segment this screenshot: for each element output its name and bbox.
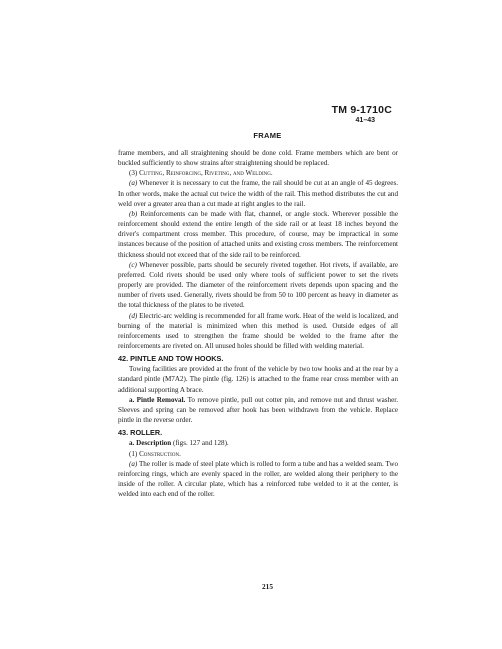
- subsection-number: (1): [129, 449, 138, 458]
- paragraph-label: (c): [129, 260, 137, 269]
- paragraph-text: To remove pintle, pull out cotter pin, and remove nut and thrust washer. Sleeves and spring can be removed after hook has been withdrawn from the vehicle. Replace pintle in the reverse order.: [118, 395, 398, 425]
- paragraph-text: Whenever it is necessary to cut the frame, the rail should be cut at an angle of 45 degrees. In other words, make the actual cut twice the width of the rail. This method distributes the cut and weld over a greater area than a cut made at right angles to the rail.: [118, 179, 398, 208]
- paragraph-range: 41–43: [355, 117, 375, 124]
- subsection-heading: [118, 449, 398, 459]
- paragraph-text: Whenever possible, parts should be securely riveted together. Hot rivets, if available, are preferred. Cold rivets should be used only where tools of sufficient power to set the rivets properly are provided. The diameter of the reinforcement rivets depends upon spacing and the number of rivets used. Generally, rivets should be from 50 to 100 percent as heavy in diameter as the total thickness of the plates to be riveted.: [118, 260, 398, 310]
- paragraph: Towing facilities are provided at the front of the vehicle by two tow hooks and at the rear by a standard pintle (M7A2). The pintle (fig. 126) is attached to the frame rear cross member with an additional supporting A brace.: [118, 365, 398, 394]
- paragraph-label: (b): [129, 209, 138, 218]
- paragraph-label: (a): [129, 179, 138, 188]
- subsection-heading: [118, 168, 398, 178]
- paragraph: [118, 260, 398, 311]
- paragraph-label: (a): [129, 459, 138, 468]
- paragraph: [118, 209, 398, 260]
- paragraph-label: (d): [129, 311, 138, 320]
- paragraph-label: a. Description: [129, 439, 172, 448]
- paragraph: [118, 311, 398, 352]
- paragraph-text: Reinforcements can be made with flat, channel, or angle stock. Wherever possible the reinforcement should extend the entire length of the side rail or at least 18 inches beyond the driver's compartment cross member. This procedure, of course, may be impractical in some instances because of the position of attached units and existing cross members. The reinforcement thickness should not exceed that of the side rail to be reinforced.: [118, 209, 399, 259]
- page-number: 215: [262, 582, 273, 591]
- paragraph-label: a. Pintle Removal.: [129, 395, 186, 404]
- subsection-number: (3): [129, 169, 138, 178]
- paragraph: [118, 178, 398, 208]
- subsection-title: Construction.: [139, 449, 181, 458]
- paragraph-text: The roller is made of steel plate which is rolled to form a tube and has a welded seam. Two reinforcing rings, which are evenly spaced in the roller, are welded along their periphery to the inside of the roller. A circular plate, which has a reinforced tube welded to it at the center, is welded into each end of the roller.: [118, 459, 398, 499]
- paragraph-text: Electric-arc welding is recommended for all frame work. Heat of the weld is localized, and burning of the material is minimized when this method is used. Outside edges of all reinforcements used to strengthen the frame should be welded to the frame after the reinforcements are riveted on. All unused holes should be filled with welding material.: [118, 311, 398, 350]
- paragraph-text: (figs. 127 and 128).: [172, 439, 229, 448]
- body-text: [118, 148, 398, 499]
- section-heading: 42. PINTLE AND TOW HOOKS.: [118, 354, 224, 364]
- paragraph: [118, 438, 398, 448]
- running-head: FRAME: [253, 131, 282, 140]
- paragraph: [118, 395, 398, 425]
- manual-code: TM 9-1710C: [331, 104, 392, 116]
- subsection-title: Cutting, Reinforcing, Riveting, and Welding.: [139, 169, 273, 178]
- section-heading: 43. ROLLER.: [118, 428, 163, 438]
- paragraph: [118, 459, 398, 500]
- paragraph: frame members, and all straightening should be done cold. Frame members which are bent or buckled sufficiently to show strains after straightening should be replaced.: [118, 149, 398, 168]
